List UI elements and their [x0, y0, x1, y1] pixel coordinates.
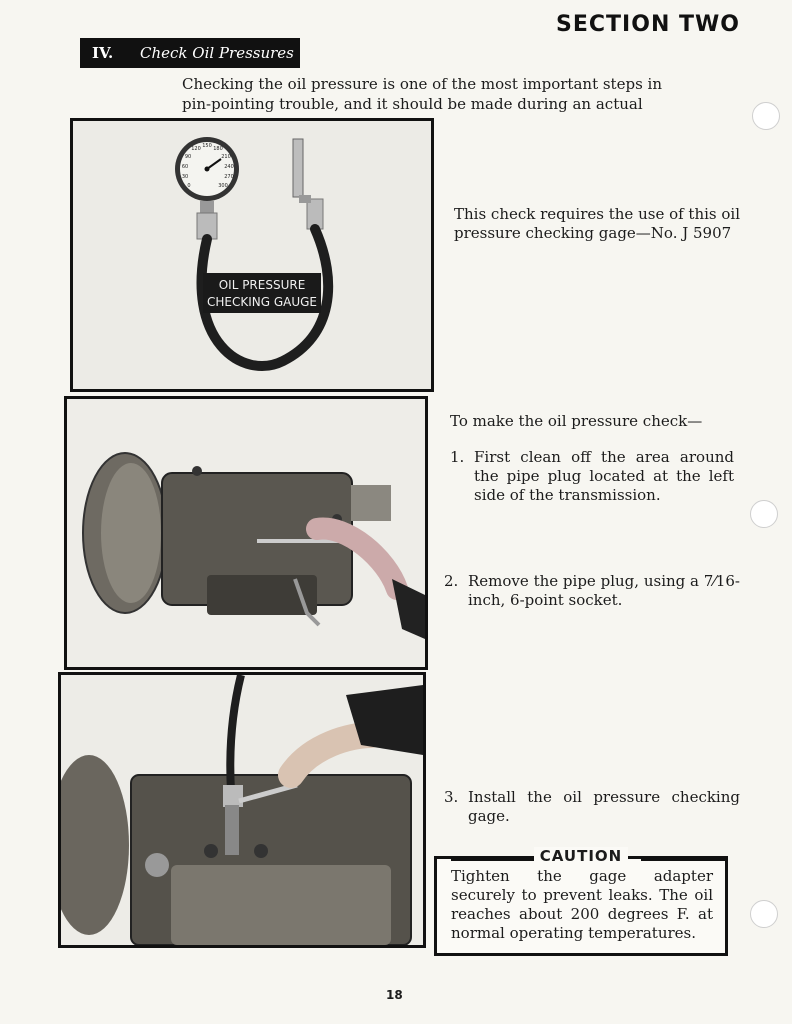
step-text: Remove the pipe plug, using a 7⁄16-inch, 6-point socket. [468, 572, 740, 609]
install-gage-photo [58, 672, 426, 948]
gauge-label-line1: OIL PRESSURE [218, 278, 306, 292]
gauge-number: 210 [221, 154, 231, 160]
caution-text: Tighten the gage adapter securely to prevent leaks. The oil reaches about 200 degrees F. at normal operating temperatures. [451, 867, 713, 942]
gauge-number: 150 [202, 143, 212, 149]
heading-number: IV. [92, 44, 114, 62]
step-text: First clean off the area around the pipe plug located at the left side of the transmission. [474, 448, 734, 504]
caution-label: CAUTION [534, 847, 628, 865]
gauge-photo [70, 118, 434, 392]
step-number: 2. [444, 572, 459, 590]
gauge-number: 90 [184, 154, 192, 160]
heading-text: Check Oil Pressures [140, 44, 294, 62]
gauge-number: 60 [181, 164, 189, 170]
gauge-number: 300 [218, 183, 228, 189]
step-1 [450, 448, 734, 505]
gauge-number: 180 [213, 146, 223, 152]
gauge-label-line2: CHECKING GAUGE [206, 295, 318, 309]
step-2 [444, 572, 740, 610]
punch-hole [750, 900, 778, 928]
step-number: 3. [444, 788, 459, 806]
gage-description: This check requires the use of this oil pressure checking gage—No. J 5907 [454, 205, 741, 242]
pipe-plug-photo [64, 396, 428, 670]
step-text: Install the oil pressure checking gage. [468, 788, 740, 825]
step-3 [444, 788, 740, 826]
page-number: 18 [386, 988, 403, 1002]
gauge-number: 30 [181, 174, 189, 180]
punch-hole [750, 500, 778, 528]
section-heading [80, 38, 300, 68]
intro-paragraph: Checking the oil pressure is one of the most important steps in pin-pointing trouble, and it should be made during an actual [182, 75, 662, 113]
punch-hole [752, 102, 780, 130]
caution-box [434, 847, 728, 956]
gauge-number: 120 [191, 146, 201, 152]
gauge-number: 240 [224, 164, 234, 170]
section-title: SECTION TWO [556, 12, 740, 37]
gauge-number: 0 [187, 183, 191, 189]
gauge-number: 270 [224, 174, 234, 180]
procedure-intro: To make the oil pressure check— [450, 412, 703, 430]
step-number: 1. [450, 448, 465, 466]
